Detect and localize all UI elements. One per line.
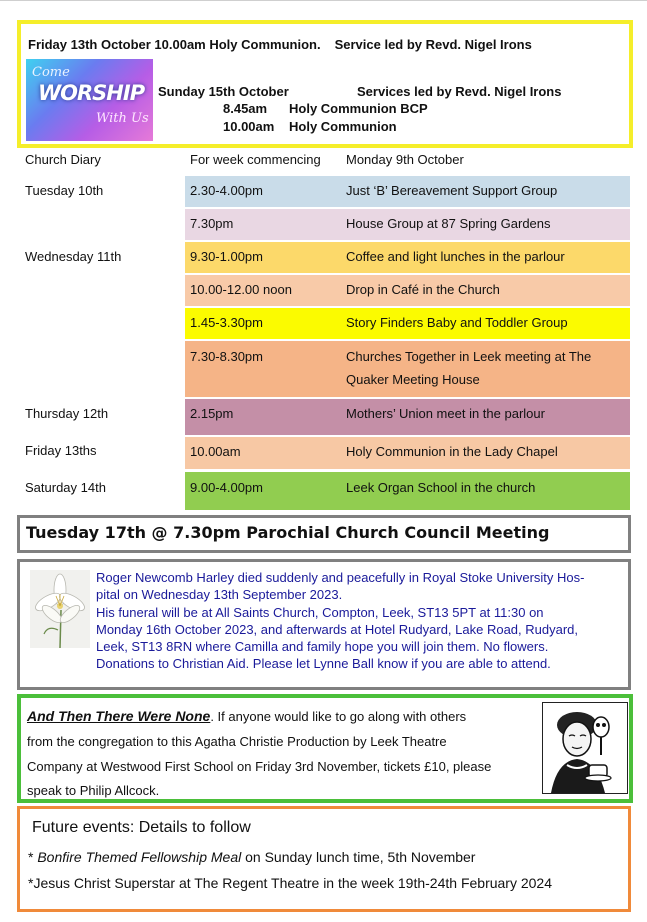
future-event-item: *Jesus Christ Superstar at The Regent Theatre in the week 19th-24th February 2024 [28, 875, 553, 891]
sunday-led: Services led by Revd. Nigel Irons [357, 84, 562, 99]
diary-row [185, 437, 630, 469]
diary-row [185, 242, 630, 273]
worship-image-with-us: With Us [96, 111, 149, 126]
diary-row-desc: Coffee and light lunches in the parlour [346, 249, 565, 264]
worship-image-worship: WORSHIP [38, 81, 145, 105]
diary-row-desc: Leek Organ School in the church [346, 480, 536, 495]
diary-row-time: 10.00am [190, 444, 241, 459]
sunday-service-2 [223, 119, 397, 134]
pcc-meeting-text: Tuesday 17th @ 7.30pm Parochial Church Council Meeting [26, 523, 550, 542]
sunday-service-time: 10.00am [223, 119, 275, 134]
theatre-line: speak to Philip Allcock. [27, 783, 160, 799]
friday-service-text: Friday 13th October 10.00am Holy Communion. [28, 37, 321, 52]
obituary-line: pital on Wednesday 13th September 2023. [96, 587, 343, 603]
future-events-box [17, 806, 631, 912]
obituary-text [96, 569, 626, 673]
sunday-date: Sunday 15th October [158, 84, 289, 99]
diary-week-label: For week commencing [190, 152, 321, 167]
diary-row-desc: House Group at 87 Spring Gardens [346, 216, 551, 231]
day-label: Tuesday 10th [25, 183, 104, 198]
pcc-meeting-box [17, 515, 631, 553]
diary-row [185, 209, 630, 240]
obituary-line: Leek, ST13 8RN where Camilla and family hope you will join them. No flowers. [96, 639, 549, 655]
diary-row-time: 9.30-1.00pm [190, 249, 263, 264]
future-event-bullet: * [28, 849, 38, 865]
diary-row-desc: Churches Together in Leek meeting at The [346, 349, 592, 364]
day-label: Thursday 12th [25, 406, 109, 421]
friday-service-led: Service led by Revd. Nigel Irons [334, 37, 532, 52]
play-title: And Then There Were None [27, 708, 211, 724]
worship-image-come: Come [32, 65, 70, 80]
diary-row-desc: Drop in Café in the Church [346, 282, 500, 297]
theatre-text [27, 704, 547, 804]
diary-row [185, 341, 630, 397]
theatre-line-rest: . If anyone would like to go along with others [210, 709, 467, 724]
diary-row [185, 176, 630, 207]
services-box [17, 20, 633, 148]
diary-row [185, 308, 630, 339]
diary-week-value: Monday 9th October [346, 152, 464, 167]
future-event-details: on Sunday lunch time, 5th November [241, 849, 476, 865]
top-rule [0, 0, 647, 1]
diary-row-desc: Holy Communion in the Lady Chapel [346, 444, 558, 459]
sunday-service-1 [223, 101, 428, 116]
day-label: Saturday 14th [25, 480, 106, 495]
diary-row-time: 2.30-4.00pm [190, 183, 263, 198]
obituary-line: Donations to Christian Aid. Please let Lynne Ball know if you are able to attend. [96, 656, 551, 672]
theatre-box [17, 694, 633, 803]
future-event-title: Bonfire Themed Fellowship Meal [37, 849, 242, 865]
diary-row-time: 7.30-8.30pm [190, 349, 263, 364]
diary-row [185, 275, 630, 306]
diary-row [185, 399, 630, 435]
diary-row-time: 7.30pm [190, 216, 234, 231]
diary-row-time: 9.00-4.00pm [190, 480, 263, 495]
diary-row-desc: Story Finders Baby and Toddler Group [346, 315, 568, 330]
lily-flower-image [30, 570, 90, 648]
diary-row-desc: Just ‘B’ Bereavement Support Group [346, 183, 558, 198]
future-events-heading: Future events: Details to follow [32, 819, 251, 836]
come-worship-image [26, 59, 153, 141]
sunday-service-time: 8.45am [223, 101, 268, 116]
day-label: Wednesday 11th [25, 249, 122, 264]
friday-service-line [28, 37, 532, 52]
theatre-line: from the congregation to this Agatha Christie Production by Leek Theatre [27, 733, 447, 749]
sunday-service-name: Holy Communion BCP [289, 101, 428, 116]
diary-row-time: 1.45-3.30pm [190, 315, 263, 330]
diary-row-desc: Mothers’ Union meet in the parlour [346, 406, 545, 421]
diary-row [185, 472, 630, 510]
future-event-item [28, 849, 475, 865]
obituary-line: Roger Newcomb Harley died suddenly and peacefully in Royal Stoke University Hos- [96, 570, 585, 585]
diary-title: Church Diary [25, 152, 101, 167]
obituary-line: His funeral will be at All Saints Church, Compton, Leek, ST13 5PT at 11:30 on [96, 604, 544, 620]
day-label: Friday 13ths [25, 443, 97, 458]
diary-row-time: 2.15pm [190, 406, 234, 421]
sunday-service-name: Holy Communion [289, 119, 397, 134]
diary-row-desc-line2: Quaker Meeting House [346, 372, 480, 387]
obituary-line: Monday 16th October 2023, and afterwards at Hotel Rudyard, Lake Road, Rudyard, [96, 621, 579, 637]
agatha-christie-image [542, 702, 628, 794]
theatre-line: Company at Westwood First School on Friday 3rd November, tickets £10, please [27, 758, 492, 774]
diary-row-time: 10.00-12.00 noon [190, 282, 292, 297]
obituary-box [17, 559, 631, 690]
theatre-line [27, 704, 547, 730]
